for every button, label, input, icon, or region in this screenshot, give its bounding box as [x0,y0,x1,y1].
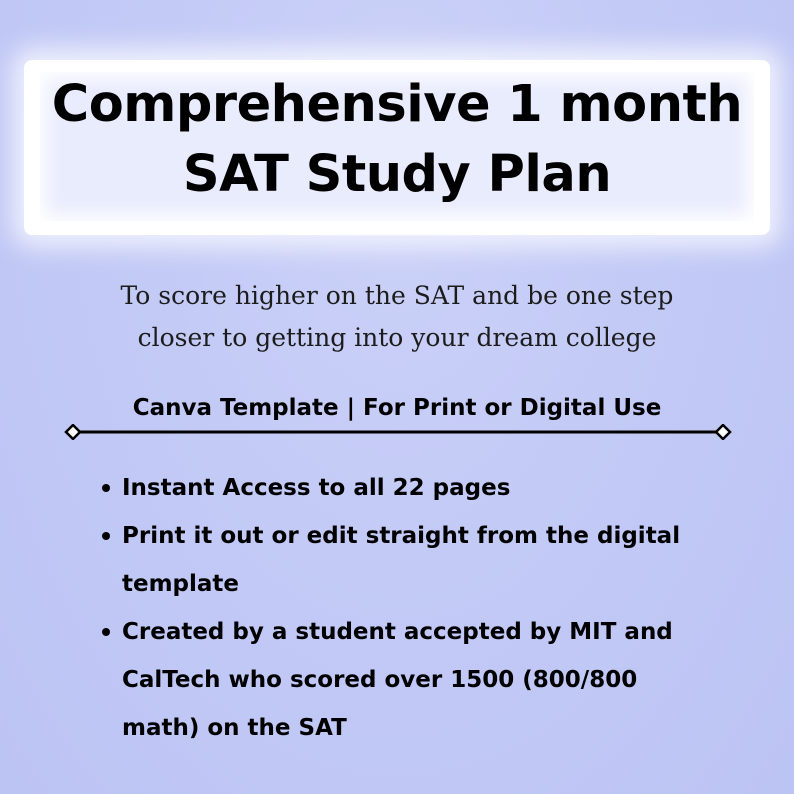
bullet-dot-icon [102,628,110,636]
feature-line: Instant Access to all 22 pages [122,475,511,501]
diamond-left-icon [66,425,80,439]
subtitle-line-1: To score higher on the SAT and be one step [120,281,674,310]
subtitle-line-2: closer to getting into your dream college [137,323,657,352]
feature-item [100,464,740,512]
feature-line: Print it out or edit straight from the digital [122,523,681,549]
title-line-2: SAT Study Plan [182,145,612,204]
feature-line: template [122,571,240,597]
feature-line: math) on the SAT [122,715,347,741]
title-line-1: Comprehensive 1 month [51,75,743,134]
diamond-right-icon [716,425,730,439]
feature-item [100,608,740,752]
feature-line: CalTech who scored over 1500 (800/800 [122,667,638,693]
bullet-dot-icon [102,484,110,492]
feature-item [100,512,740,608]
title-box [24,60,770,235]
template-label: Canva Template | For Print or Digital Use [132,395,662,421]
feature-line: Created by a student accepted by MIT and [122,619,673,645]
feature-list [100,464,740,752]
bullet-dot-icon [102,532,110,540]
diamond-divider [64,424,732,440]
